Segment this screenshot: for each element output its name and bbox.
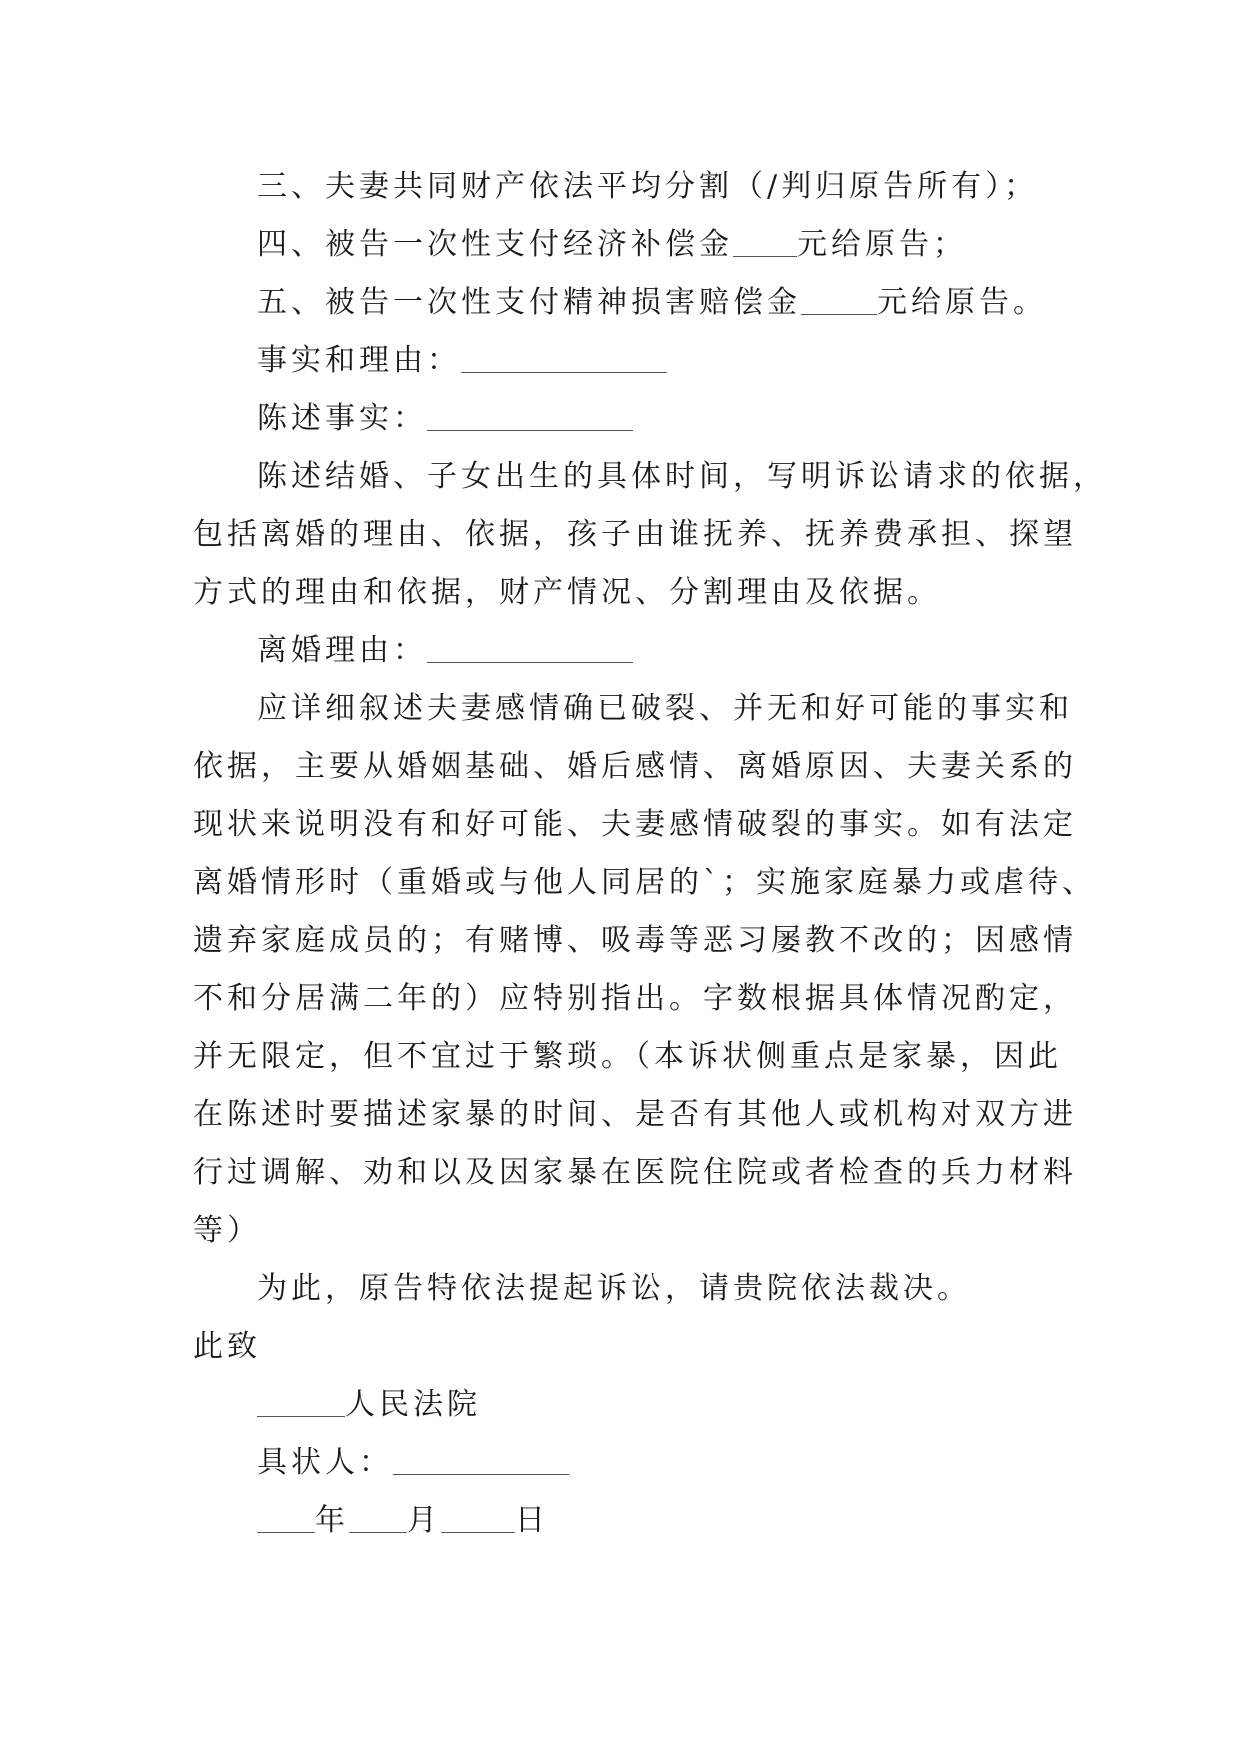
paragraph-line bbox=[193, 1202, 1073, 1260]
paragraph-text: 离婚情形时（重婚或与他人同居的`；实施家庭暴力或虐待、 bbox=[193, 865, 1096, 900]
paragraph-line bbox=[193, 796, 1077, 854]
paragraph-text: 现状来说明没有和好可能、夫妻感情破裂的事实。如有法定 bbox=[193, 807, 1077, 842]
paragraph-line bbox=[193, 506, 1077, 564]
paragraph-text: 应详细叙述夫妻感情确已破裂、并无和好可能的事实和 bbox=[257, 691, 1073, 726]
year-blank bbox=[257, 1506, 315, 1533]
day-blank bbox=[441, 1506, 515, 1533]
claim-5-text-before: 五、被告一次性支付精神损害赔偿金 bbox=[257, 285, 801, 320]
state-facts-heading bbox=[193, 390, 1073, 448]
state-facts-label: 陈述事实： bbox=[257, 401, 427, 436]
paragraph-line bbox=[193, 738, 1077, 796]
paragraph-line bbox=[193, 1086, 1077, 1144]
claim-3 bbox=[193, 158, 1073, 216]
claim-4 bbox=[193, 216, 1073, 274]
divorce-reason-heading bbox=[193, 622, 1073, 680]
damages-amount-blank bbox=[801, 288, 877, 315]
claim-3-text: 三、夫妻共同财产依法平均分割（/判归原告所有）； bbox=[257, 169, 1039, 204]
paragraph-text: 遗弃家庭成员的；有赌博、吸毒等恶习屡教不改的；因感情 bbox=[193, 923, 1077, 958]
paragraph-text: 不和分居满二年的）应特别指出。字数根据具体情况酌定， bbox=[193, 981, 1077, 1016]
paragraph-line bbox=[193, 448, 1107, 506]
paragraph-line bbox=[193, 1144, 1077, 1202]
petitioner-label: 具状人： bbox=[257, 1445, 393, 1480]
paragraph-text: 陈述结婚、子女出生的具体时间，写明诉讼请求的依据， bbox=[257, 459, 1107, 494]
paragraph-line bbox=[193, 970, 1077, 1028]
paragraph-line bbox=[193, 1028, 1073, 1086]
divorce-reason-label: 离婚理由： bbox=[257, 633, 427, 668]
paragraph-text: 并无限定，但不宜过于繁琐。（本诉状侧重点是家暴，因此 bbox=[193, 1039, 1062, 1074]
facts-reasons-label: 事实和理由： bbox=[257, 343, 461, 378]
paragraph-line bbox=[193, 564, 1073, 622]
salutation-text: 此致 bbox=[193, 1329, 261, 1364]
paragraph-line bbox=[193, 854, 1096, 912]
state-facts-blank bbox=[427, 404, 633, 431]
month-label: 月 bbox=[407, 1503, 441, 1538]
paragraph-text: 行过调解、劝和以及因家暴在医院住院或者检查的兵力材料 bbox=[193, 1155, 1077, 1190]
petitioner-line bbox=[193, 1434, 1073, 1492]
paragraph-text: 等） bbox=[193, 1213, 261, 1248]
facts-reasons-blank bbox=[461, 346, 667, 373]
paragraph-text: 包括离婚的理由、依据，孩子由谁抚养、抚养费承担、探望 bbox=[193, 517, 1077, 552]
paragraph-text: 方式的理由和依据，财产情况、分割理由及依据。 bbox=[193, 575, 941, 610]
month-blank bbox=[349, 1506, 407, 1533]
facts-reasons-heading bbox=[193, 332, 1073, 390]
document-body bbox=[193, 158, 1107, 1550]
closing-statement bbox=[193, 1260, 1073, 1318]
claim-4-text-after: 元给原告； bbox=[797, 227, 967, 262]
court-suffix: 人民法院 bbox=[345, 1387, 481, 1422]
closing-text: 为此，原告特依法提起诉讼，请贵院依法裁决。 bbox=[257, 1271, 971, 1306]
salutation bbox=[193, 1318, 1073, 1376]
claim-5 bbox=[193, 274, 1073, 332]
year-label: 年 bbox=[315, 1503, 349, 1538]
date-line bbox=[193, 1492, 1073, 1550]
claim-5-text-after: 元给原告。 bbox=[877, 285, 1047, 320]
paragraph-line bbox=[193, 680, 1073, 738]
claim-4-text-before: 四、被告一次性支付经济补偿金 bbox=[257, 227, 733, 262]
day-label: 日 bbox=[515, 1503, 549, 1538]
compensation-amount-blank bbox=[733, 230, 797, 257]
paragraph-text: 在陈述时要描述家暴的时间、是否有其他人或机构对双方进 bbox=[193, 1097, 1077, 1132]
divorce-reason-blank bbox=[427, 636, 633, 663]
petitioner-blank bbox=[393, 1448, 569, 1475]
paragraph-text: 依据，主要从婚姻基础、婚后感情、离婚原因、夫妻关系的 bbox=[193, 749, 1077, 784]
court-name-blank bbox=[257, 1390, 345, 1417]
court-line bbox=[193, 1376, 1073, 1434]
paragraph-line bbox=[193, 912, 1077, 970]
